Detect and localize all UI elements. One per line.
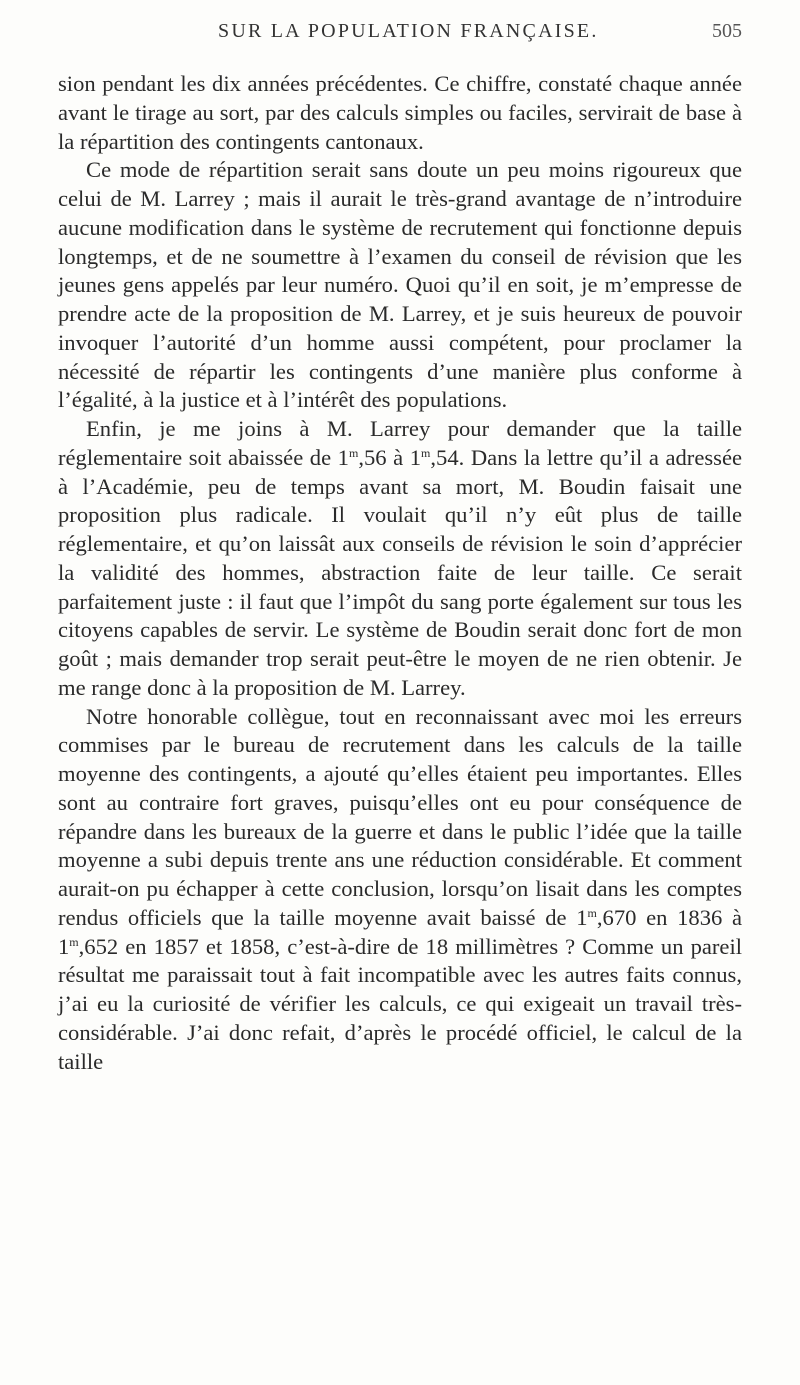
body-text xyxy=(58,70,742,1076)
running-head xyxy=(0,20,800,60)
paragraph-3 xyxy=(58,415,742,703)
unit-superscript: m xyxy=(587,905,597,920)
paragraph-text: ,56 à 1 xyxy=(358,444,422,470)
paragraph-4 xyxy=(58,703,742,1077)
paragraph-text: sion pendant les dix années précédentes. Ce chiffre, constaté chaque année avant le tirage au sort, par des calculs simples ou faciles, servirait de base à la répartition des contingents cantonaux. xyxy=(58,71,742,154)
paragraph-text: Enfin, je me joins à M. Larrey pour demander que la taille réglementaire soit abaissée de 1 xyxy=(58,416,742,470)
unit-superscript: m xyxy=(69,934,79,949)
paragraph-text: ,54. Dans la lettre qu’il a adressée à l’Académie, peu de temps avant sa mort, M. Boudin faisait une proposition plus radicale. Il voulait qu’il n’y eût plus de taille réglementaire, et qu’on laissât aux conseils de révision le soin d’apprécier la validité des hommes, abstraction faite de leur taille. Ce serait parfaitement juste : il faut que l’impôt du sang porte également sur tous les citoyens capables de servir. Le système de Boudin serait donc fort de mon goût ; mais demander trop serait peut-être le moyen de ne rien obtenir. Je me range donc à la proposition de M. Larrey. xyxy=(58,444,743,700)
unit-superscript: m xyxy=(348,445,359,460)
paragraph-text: Notre honorable collègue, tout en reconnaissant avec moi les erreurs commises par le bureau de recrutement dans les calculs de la taille moyenne des contingents, a ajouté qu’elles étaient peu importantes. Elles sont au contraire fort graves, puisqu’elles ont eu pour conséquence de répandre dans les bureaux de la guerre et dans le public l’idée que la taille moyenne a subi depuis trente ans une réduction considérable. Et comment aurait-on pu échapper à cette conclusion, lorsqu’on lisait dans les comptes rendus officiels que la taille moyenne avait baissé de 1 xyxy=(58,703,742,930)
unit-superscript: m xyxy=(421,445,431,460)
paragraph-text: Ce mode de répartition serait sans doute un peu moins rigoureux que celui de M. Larrey ; mais il aurait le très-grand avantage de n’introduire aucune modification dans le système de recrutement qui fonctionne depuis longtemps, et de ne soumettre à l’examen du conseil de révision que les jeunes gens appelés par leur numéro. Quoi qu’il en soit, je m’empresse de prendre acte de la proposition de M. Larrey, et je suis heureux de pouvoir invoquer l’autorité d’un homme aussi compétent, pour proclamer la nécessité de répartir les contingents d’une manière plus conforme à l’égalité, à la justice et à l’intérêt des populations. xyxy=(58,157,742,413)
paragraph-2 xyxy=(58,156,742,415)
running-title: SUR LA POPULATION FRANÇAISE. xyxy=(218,20,599,42)
paragraph-text: ,652 en 1857 et 1858, c’est-à-dire de 18 millimètres ? Comme un pareil résultat me paraissait tout à fait incompatible avec les autres faits connus, j’ai eu la curiosité de vérifier les calculs, ce qui exigeait un travail très-considérable. J’ai donc refait, d’après le procédé officiel, le calcul de la taille xyxy=(58,933,742,1074)
paragraph-1 xyxy=(58,70,742,156)
page-number: 505 xyxy=(712,20,742,42)
paragraph-text: ,670 en 1836 à 1 xyxy=(58,904,742,959)
